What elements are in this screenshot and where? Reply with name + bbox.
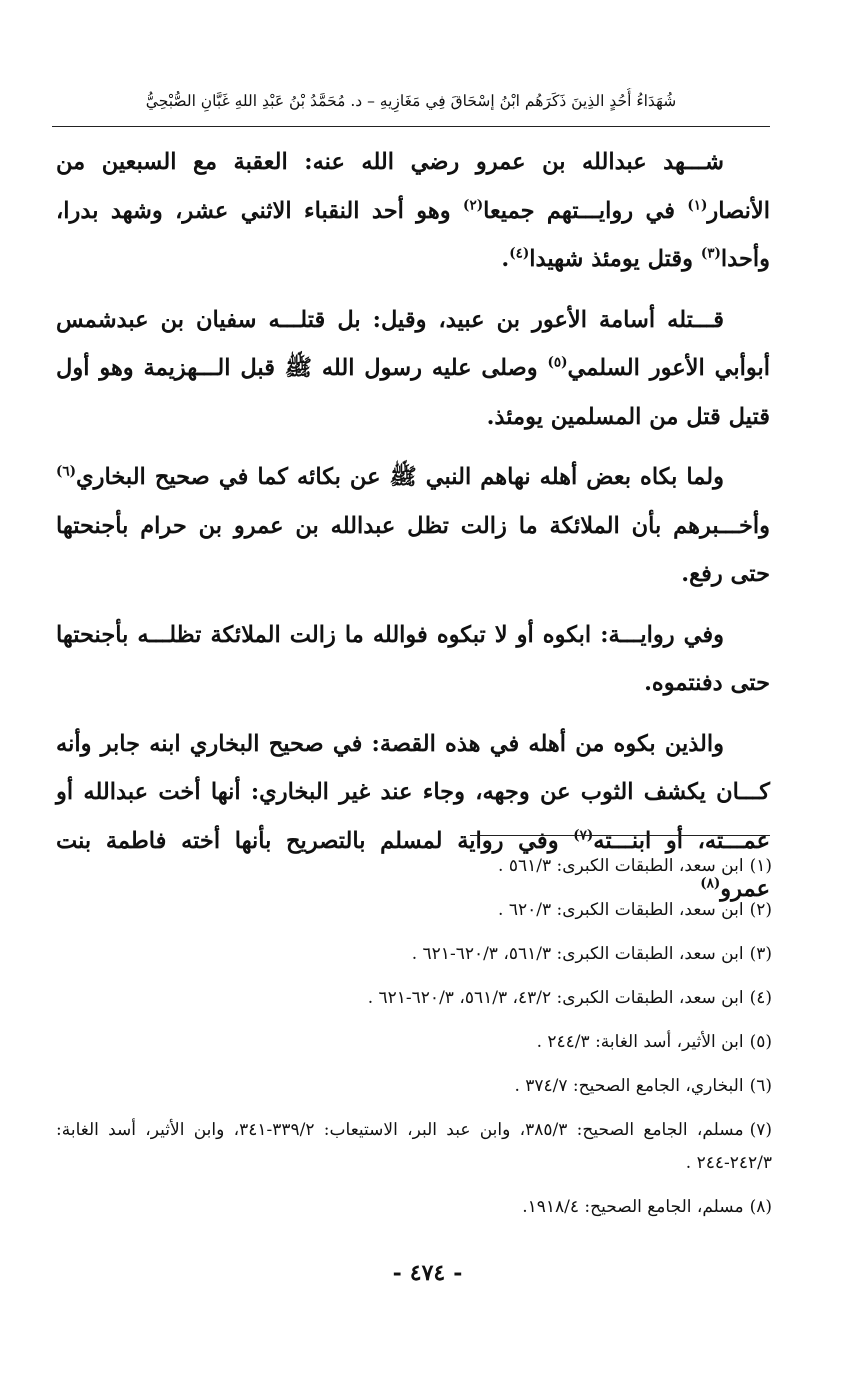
paragraph-text: قـــتله أسامة الأعور بن عبيد، وقيل: بل قتلـــه سفيان بن عبدشمس أبوأبي الأعور السلمي [56, 306, 770, 381]
footnote-text: البخاري، الجامع الصحيح: ٣٧٤/٧ . [514, 1076, 744, 1096]
footnote-number: (٤) [749, 988, 772, 1008]
footnote-text: ابن سعد، الطبقات الكبرى: ٦٢٠/٣ . [498, 900, 744, 920]
footnote-ref-1[interactable]: (١) [687, 197, 708, 213]
footnote-ref-5[interactable]: (٥) [547, 354, 568, 371]
paragraph-text: والذين بكوه من أهله في هذه القصة: في صحيح البخاري ابنه جابر وأنه كـــان يكشف الثوب عن وجهه، وجاء عند غير البخاري: أنها أخت عبدالله أو عمـــته، أو ابنـــته [56, 730, 770, 854]
main-text [56, 138, 770, 926]
footnote-item [56, 1114, 772, 1180]
footnote-ref-3[interactable]: (٣) [700, 245, 721, 262]
paragraph-text: . [501, 246, 510, 272]
footnote-item [56, 1191, 772, 1224]
footnote-number: (٥) [749, 1032, 772, 1052]
footnote-text: ابن سعد، الطبقات الكبرى: ٤٣/٢، ٥٦١/٣، ٦٢٠/٣-٦٢١ . [367, 988, 744, 1008]
footnote-number: (٦) [749, 1076, 772, 1096]
paragraph-text: في روايـــتهم جميعا [483, 197, 688, 224]
paragraph-text: شـــهد عبدالله بن عمرو رضي الله عنه: العقبة مع السبعين من الأنصار [56, 149, 770, 224]
page-number [0, 1258, 855, 1288]
paragraph-text: ولما بكاه بعض أهله نهاهم النبي ﷺ عن بكائه كما في صحيح البخاري [76, 464, 724, 490]
footnote-number: (١) [749, 856, 772, 876]
footnote-text: ابن سعد، الطبقات الكبرى: ٥٦١/٣، ٦٢٠/٣-٦٢١ . [411, 944, 744, 964]
footnote-ref-4[interactable]: (٤) [509, 245, 530, 262]
paragraph-text: وفي رواية لمسلم بالتصريح بأنها أخته فاطمة بنت عمرو [56, 827, 770, 902]
footnote-ref-7[interactable]: (٧) [573, 827, 594, 843]
footnote-item [56, 1026, 772, 1059]
paragraph-4 [56, 611, 770, 708]
header-rule [52, 126, 770, 127]
running-head: شُهَدَاءُ أُحُدٍ الذِينَ ذَكَرَهُم ابْنُ إسْحَاقَ فِي مَغَازِيهِ – د. مُحَمَّدُ بْنُ عَبْدِ اللهِ غَبَّانِ الصُّبْحِيُّ [145, 92, 677, 110]
dash-decoration: - [453, 1260, 463, 1286]
footnote-ref-8[interactable]: (٨) [700, 875, 721, 892]
footnote-item [56, 938, 772, 971]
footnotes-list [56, 850, 772, 1235]
footnote-text: مسلم، الجامع الصحيح: ١٩١٨/٤. [522, 1197, 744, 1217]
footnote-text: ابن سعد، الطبقات الكبرى: ٥٦١/٣ . [498, 856, 744, 876]
footnote-number: (٣) [749, 944, 772, 964]
paragraph-text: وقتل يومئذ شهيدا [529, 246, 701, 272]
paragraph-text: وهو أحد النقباء الاثني عشر، وشهد بدرا، وأحدا [56, 197, 770, 272]
footnote-text: مسلم، الجامع الصحيح: ٣٨٥/٣، وابن عبد البر، الاستيعاب: ٣٣٩/٢-٣٤١، وابن الأثير، أسد الغابة: ٢٤٢/٣-٢٤٤ . [56, 1120, 772, 1173]
footnote-ref-6[interactable]: (٦) [56, 463, 77, 480]
footnote-item [56, 1070, 772, 1103]
paragraph-text: وأخـــبرهم بأن الملائكة ما زالت تظل عبدالله بن عمرو بن حرام بأجنحتها حتى رفع. [56, 512, 770, 587]
paragraph-text: وصلى عليه رسول الله ﷺ قبل الـــهزيمة وهو أول قتيل قتل من المسلمين يومئذ. [56, 355, 770, 430]
paragraph-text: وفي روايـــة: ابكوه أو لا تبكوه فوالله ما زالت الملائكة تظلـــه بأجنحتها حتى دفنتموه. [56, 621, 770, 696]
footnote-number: (٢) [749, 900, 772, 920]
footnote-number: (٧) [749, 1120, 772, 1140]
paragraph-1 [56, 138, 770, 284]
paragraph-2 [56, 296, 770, 442]
dash-decoration: - [392, 1260, 402, 1286]
footnote-item [56, 894, 772, 927]
footnote-ref-2[interactable]: (٢) [463, 197, 484, 213]
footnote-item [56, 982, 772, 1015]
paragraph-3 [56, 453, 770, 599]
footnote-text: ابن الأثير، أسد الغابة: ٢٤٤/٣ . [536, 1032, 744, 1052]
footnote-number: (٨) [749, 1197, 772, 1217]
page-number-value: ٤٧٤ [409, 1260, 446, 1286]
footnote-separator [470, 835, 770, 836]
footnote-item [56, 850, 772, 883]
